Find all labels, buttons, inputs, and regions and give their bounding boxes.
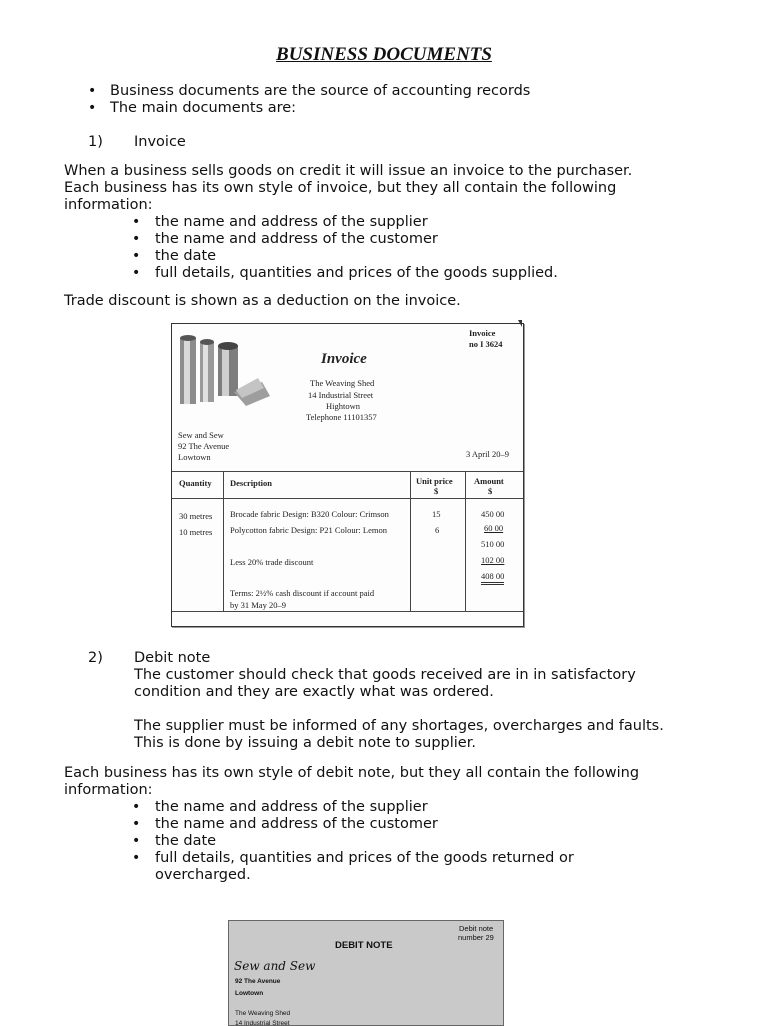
terms-line: Terms: 2½% cash discount if account paid — [230, 588, 375, 598]
list-item-continued: overcharged. — [155, 867, 251, 883]
intro-bullet: Business documents are the source of accounting records — [110, 83, 531, 99]
paragraph-line: The supplier must be informed of any shortages, overcharges and faults. — [134, 718, 664, 734]
invoice-total: 408 00 — [481, 571, 504, 585]
bullet-icon: • — [132, 214, 141, 230]
col-quantity: Quantity — [179, 478, 212, 488]
paragraph-line: Trade discount is shown as a deduction on the invoice. — [64, 293, 461, 309]
paragraph-line: Each business has its own style of invoice, but they all contain the following — [64, 180, 617, 196]
debit-note-heading: DEBIT NOTE — [335, 940, 393, 951]
paragraph-line: This is done by issuing a debit note to supplier. — [134, 735, 476, 751]
bullet-icon: • — [132, 833, 141, 849]
supplier-line: The Weaving Shed — [310, 378, 375, 388]
dn-address-line: 92 The Avenue — [235, 978, 281, 985]
row-desc: Polycotton fabric Design: P21 Colour: Lemon — [230, 525, 387, 535]
row-qty: 10 metres — [179, 527, 213, 537]
section2-heading: Debit note — [134, 650, 211, 666]
intro-bullet: The main documents are: — [110, 100, 297, 116]
bullet-icon: • — [132, 816, 141, 832]
list-item: the name and address of the customer — [155, 816, 438, 832]
row-unit: 15 — [432, 509, 441, 519]
dn-to-line: 14 Industrial Street — [235, 1020, 290, 1026]
supplier-line: Hightown — [326, 401, 360, 411]
terms-line: by 31 May 20–9 — [230, 600, 286, 610]
list-item: the name and address of the supplier — [155, 799, 428, 815]
discount-amount: 102 00 — [481, 555, 505, 565]
invoice-image — [171, 323, 524, 627]
col-amount-sub: $ — [488, 486, 493, 496]
section2-number: 2) — [88, 650, 103, 666]
col-unit-price: Unit price — [416, 476, 453, 486]
paragraph-line: information: — [64, 197, 153, 213]
bullet-icon: • — [88, 100, 97, 116]
bullet-icon: • — [132, 799, 141, 815]
corner-mark — [518, 320, 522, 327]
discount-label: Less 20% trade discount — [230, 557, 314, 567]
dn-to-line: The Weaving Shed — [235, 1010, 291, 1017]
row-qty: 30 metres — [179, 511, 213, 521]
list-item: the date — [155, 248, 217, 264]
list-item: the name and address of the customer — [155, 231, 438, 247]
invoice-doc-label: Invoice — [469, 328, 496, 338]
customer-line: Sew and Sew — [178, 430, 224, 440]
invoice-date: 3 April 20–9 — [466, 449, 509, 459]
debit-note-logo: Sew and Sew — [234, 959, 316, 973]
list-item: the name and address of the supplier — [155, 214, 428, 230]
row-amount: 450 00 — [481, 509, 505, 519]
invoice-doc-number: no I 3624 — [469, 339, 503, 349]
section1-number: 1) — [88, 134, 103, 150]
customer-line: Lowtown — [178, 452, 211, 462]
dn-address-line: Lowtown — [235, 990, 264, 997]
bullet-icon: • — [132, 231, 141, 247]
subtotal: 510 00 — [481, 539, 505, 549]
row-amount: 60 00 — [484, 523, 504, 533]
debit-note-image — [228, 920, 504, 1026]
row-desc: Brocade fabric Design: B320 Colour: Crimson — [230, 509, 389, 519]
supplier-line: Telephone 11101357 — [306, 412, 377, 422]
debit-note-label: Debit note — [459, 924, 494, 933]
list-item: the date — [155, 833, 217, 849]
list-item: full details, quantities and prices of the goods returned or — [155, 850, 574, 866]
bullet-icon: • — [88, 83, 97, 99]
customer-line: 92 The Avenue — [178, 441, 230, 451]
debit-note-number: number 29 — [458, 933, 494, 942]
paragraph-line: information: — [64, 782, 153, 798]
invoice-heading: Invoice — [321, 351, 367, 367]
section1-heading: Invoice — [134, 134, 186, 150]
page-title: BUSINESS DOCUMENTS — [276, 44, 492, 65]
list-item: full details, quantities and prices of the goods supplied. — [155, 265, 558, 281]
col-amount: Amount — [474, 476, 504, 486]
bullet-icon: • — [132, 265, 141, 281]
row-unit: 6 — [435, 525, 440, 535]
bullet-icon: • — [132, 248, 141, 264]
paragraph-line: Each business has its own style of debit note, but they all contain the following — [64, 765, 640, 781]
col-description: Description — [230, 478, 273, 488]
fabric-rolls-icon — [176, 332, 271, 408]
paragraph-line: When a business sells goods on credit it will issue an invoice to the purchaser. — [64, 163, 633, 179]
paragraph-line: The customer should check that goods received are in in satisfactory — [134, 667, 636, 683]
paragraph-line: condition and they are exactly what was ordered. — [134, 684, 494, 700]
supplier-line: 14 Industrial Street — [308, 390, 374, 400]
col-unit-sub: $ — [434, 486, 439, 496]
bullet-icon: • — [132, 850, 141, 866]
